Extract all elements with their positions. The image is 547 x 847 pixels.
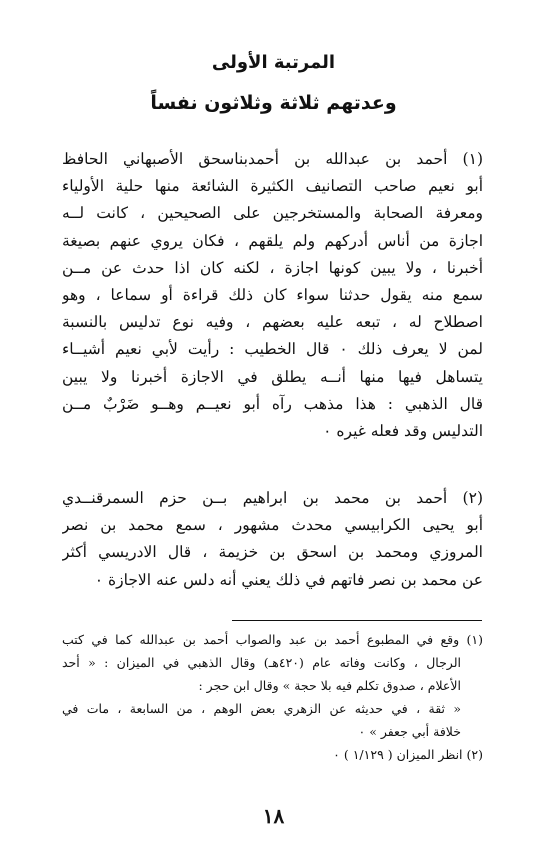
footnotes xyxy=(62,628,483,766)
entry-line: عن محمد بن نصر فاتهم في ذلك يعني أنه دلس عنه الاجازة ٠ xyxy=(94,570,483,589)
footnote-line: الأعلام ، صدوق تكلم فيه بلا حجة » وقال ابن حجر : xyxy=(198,678,461,693)
entry-line: اجازة من أناس أدركهم ولم يلقهم ، فكان يروي عنهم بصيغة xyxy=(62,231,483,250)
entry-2 xyxy=(62,485,483,594)
entry-line: سمع منه يقول حدثنا سواء كان ذلك قراءة أو سماعا ، وهو xyxy=(62,286,483,305)
footnote-line: الرجال ، وكانت وفاته عام (٤٢٠هـ) وقال الذهبي في الميزان : « أحد xyxy=(62,655,461,670)
entry-line: (١) أحمد بن عبدالله بن أحمدبناسحق الأصبهاني الحافظ xyxy=(62,150,483,168)
entry-line: ومعرفة الصحابة والمستخرجين على الصحيحين ، كانت لــه xyxy=(62,204,483,223)
entry-line: التدليس وقد فعله غيره ٠ xyxy=(323,422,483,441)
page-number: ١٨ xyxy=(262,804,285,828)
entry-line: (٢) أحمد بن محمد بن ابراهيم بــن حزم السمرقنــدي xyxy=(62,489,483,507)
page-subtitle: وعدتهم ثلاثة وثلاثون نفساً xyxy=(150,92,397,114)
footnote-line: (٢) انظر الميزان ( ١/١٢٩ ) ٠ xyxy=(333,747,483,762)
footnote-line: خلافة أبي جعفر » ٠ xyxy=(358,724,461,739)
entry-line: لمن لا يعرف ذلك ٠ قال الخطيب : رأيت لأبي نعيم أشيــاء xyxy=(62,340,483,359)
entry-line: يتساهل فيها منها أنــه يطلق في الاجازة أخبرنا ولا يبين xyxy=(62,367,483,386)
entry-line: أبو نعيم صاحب التصانيف الكثيرة الشائعة منها حلية الأولياء xyxy=(62,177,483,196)
footnote-divider xyxy=(232,620,482,621)
footnote-line: « ثقة ، في حديثه عن الزهري بعض الوهم ، من السابعة ، مات في xyxy=(62,701,461,716)
entry-line: قال الذهبي : هذا مذهب رآه أبو نعيــم وهــو ضَرْبٌ مــن xyxy=(62,394,483,413)
entry-1 xyxy=(62,146,483,445)
entry-line: المروزي ومحمد بن اسحق بن خزيمة ، قال الادريسي أكثر xyxy=(62,543,483,562)
entry-line: اصطلاح له ، تبعه عليه بعضهم ، وفيه نوع تدليس بالنسبة xyxy=(62,313,483,332)
page-title: المرتبة الأولى xyxy=(211,52,336,73)
entry-line: أخبرنا ، ولا يبين كونها اجازة ، لكنه كان اذا حدث عن مــن xyxy=(62,258,483,277)
entry-line: أبو يحيى الكرابيسي محدث مشهور ، سمع محمد بن نصر xyxy=(62,516,483,535)
footnote-line: (١) وقع في المطبوع أحمد بن عبد والصواب أحمد بن عبدالله كما في كتب xyxy=(62,632,483,647)
